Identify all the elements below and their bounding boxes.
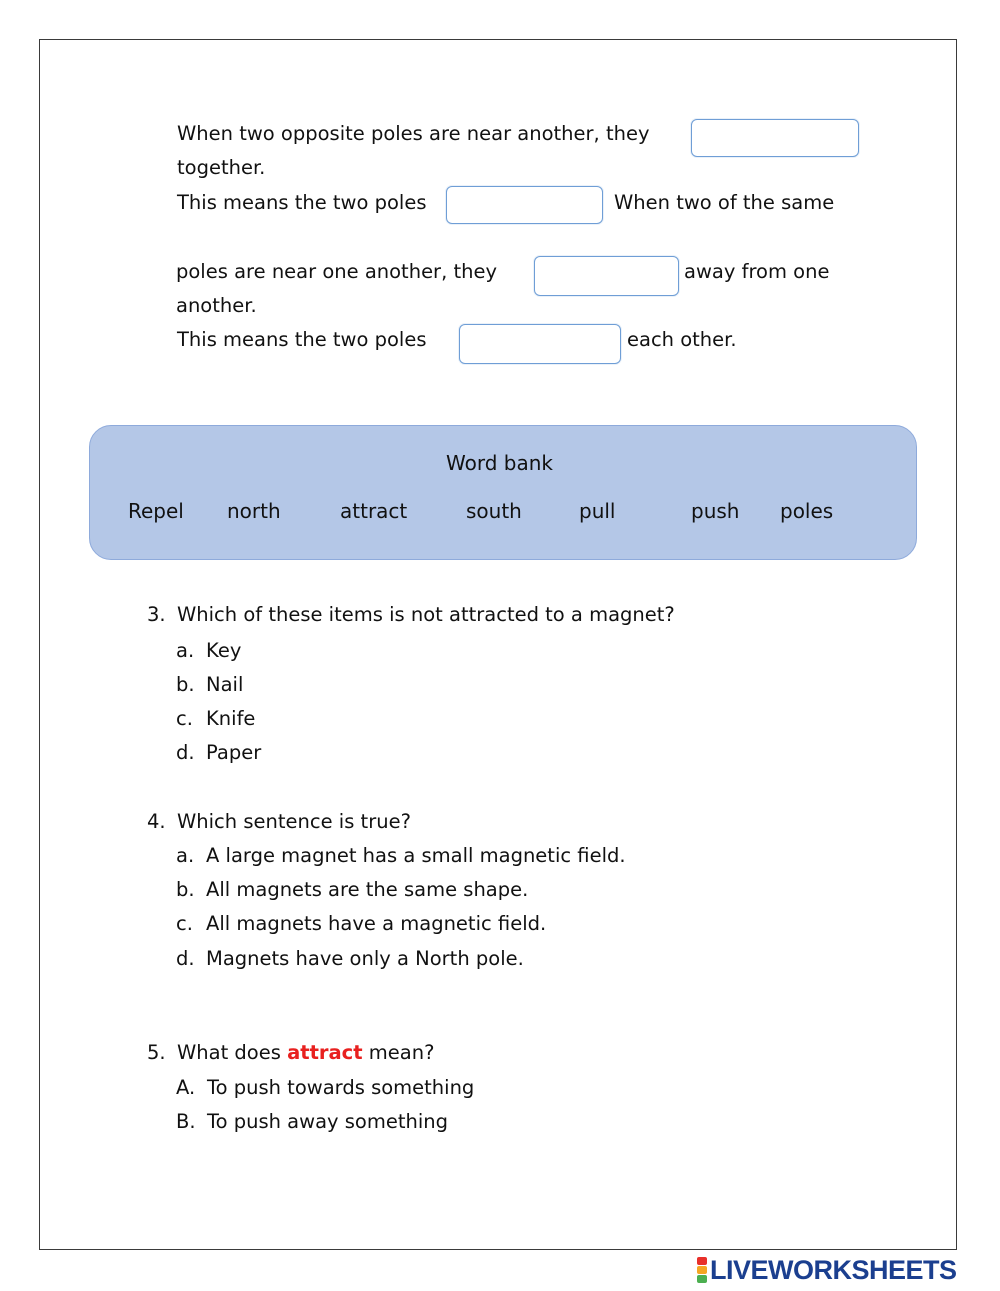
- fill-line-1: When two opposite poles are near another, they: [177, 122, 650, 145]
- q5-option-letter: A.: [176, 1076, 196, 1099]
- q4-number: 4.: [147, 810, 166, 833]
- fill-line-4b: away from one: [684, 260, 830, 283]
- fill-line-3a: This means the two poles: [177, 191, 427, 214]
- logo-block-v: [697, 1275, 707, 1283]
- q4-option-text[interactable]: Magnets have only a North pole.: [206, 947, 524, 970]
- word-bank-item: south: [466, 499, 522, 523]
- q4-option-text[interactable]: A large magnet has a small magnetic field.: [206, 844, 626, 867]
- q3-option-letter: a.: [176, 639, 195, 662]
- q4-option-text[interactable]: All magnets are the same shape.: [206, 878, 529, 901]
- word-bank: [89, 425, 917, 560]
- blank-4[interactable]: [459, 324, 621, 364]
- word-bank-item: north: [227, 499, 281, 523]
- fill-line-5: another.: [176, 294, 257, 317]
- blank-1[interactable]: [691, 119, 859, 157]
- blank-3[interactable]: [534, 256, 679, 296]
- q4-question: Which sentence is true?: [177, 810, 411, 833]
- q5-option-text[interactable]: To push towards something: [207, 1076, 475, 1099]
- q3-option-letter: c.: [176, 707, 193, 730]
- q5-option-letter: B.: [176, 1110, 196, 1133]
- word-bank-title: Word bank: [446, 451, 553, 475]
- q3-option-text[interactable]: Knife: [206, 707, 256, 730]
- fill-line-6a: This means the two poles: [177, 328, 427, 351]
- q3-number: 3.: [147, 603, 166, 626]
- q5-question: [177, 1040, 434, 1066]
- word-bank-item: attract: [340, 499, 408, 523]
- word-bank-item: push: [691, 499, 740, 523]
- fill-line-3b: When two of the same: [614, 191, 835, 214]
- liveworksheets-logo: [697, 1255, 957, 1285]
- word-bank-item: pull: [579, 499, 616, 523]
- word-bank-item: Repel: [128, 499, 184, 523]
- q4-option-letter: d.: [176, 947, 195, 970]
- logo-text: LIVEWORKSHEETS: [710, 1254, 957, 1285]
- logo-block-i: [697, 1266, 707, 1274]
- q5-question-keyword: attract: [287, 1041, 363, 1064]
- q3-option-text[interactable]: Key: [206, 639, 242, 662]
- q5-question-post: mean?: [368, 1041, 435, 1064]
- fill-line-4a: poles are near one another, they: [176, 260, 498, 283]
- q3-option-text[interactable]: Nail: [206, 673, 244, 696]
- q3-option-text[interactable]: Paper: [206, 741, 262, 764]
- q5-number: 5.: [147, 1041, 166, 1064]
- q3-option-letter: b.: [176, 673, 195, 696]
- logo-mark-icon: [697, 1257, 707, 1283]
- q4-option-letter: a.: [176, 844, 195, 867]
- word-bank-item: poles: [780, 499, 834, 523]
- q4-option-text[interactable]: All magnets have a magnetic field.: [206, 912, 547, 935]
- logo-block-l: [697, 1257, 707, 1265]
- fill-line-2: together.: [177, 156, 266, 179]
- fill-line-6b: each other.: [627, 328, 737, 351]
- q4-option-letter: c.: [176, 912, 193, 935]
- blank-2[interactable]: [446, 186, 603, 224]
- q4-option-letter: b.: [176, 878, 195, 901]
- q5-question-pre: What does: [177, 1041, 281, 1064]
- q5-option-text[interactable]: To push away something: [207, 1110, 449, 1133]
- q3-option-letter: d.: [176, 741, 195, 764]
- q3-question: Which of these items is not attracted to a magnet?: [177, 603, 675, 626]
